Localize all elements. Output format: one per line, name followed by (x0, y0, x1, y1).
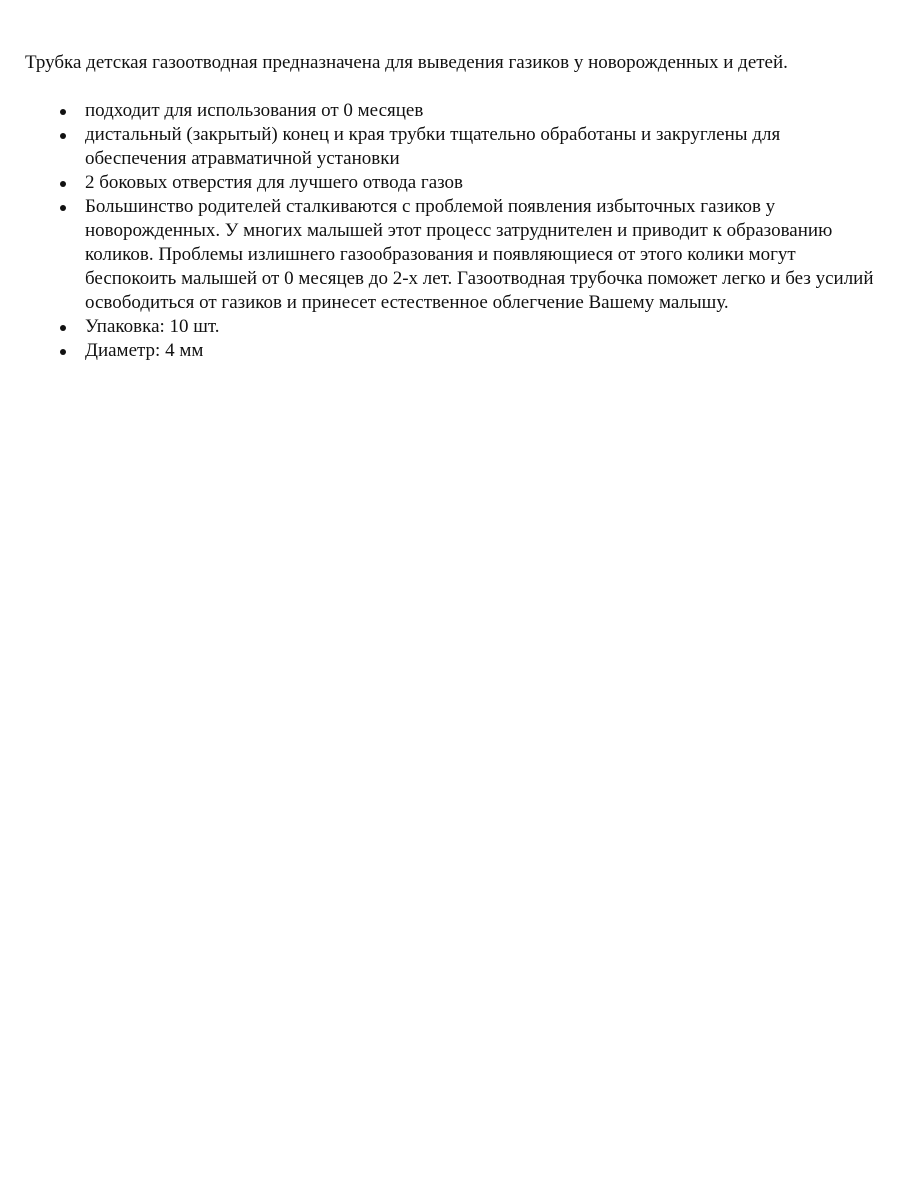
intro-paragraph: Трубка детская газоотводная предназначена для выведения газиков у новорожденных и детей. (25, 52, 788, 73)
feature-item-distal-end: дистальный (закрытый) конец и края трубки тщательно обработаны и закруглены для обеспечения атравматичной установки (85, 123, 885, 171)
feature-item-diameter: Диаметр: 4 мм (85, 339, 885, 363)
feature-item-package: Упаковка: 10 шт. (85, 315, 885, 339)
feature-list (85, 99, 885, 363)
feature-item-age: подходит для использования от 0 месяцев (85, 99, 885, 123)
feature-item-side-holes: 2 боковых отверстия для лучшего отвода газов (85, 171, 885, 195)
feature-item-description: Большинство родителей сталкиваются с проблемой появления избыточных газиков у новорожденных. У многих малышей этот процесс затруднителен и приводит к образованию коликов. Проблемы излишнего газообразования и появляющиеся от этого колики могут беспокоить малышей от 0 месяцев до 2-х лет. Газоотводная трубочка поможет легко и без усилий освободиться от газиков и принесет естественное облегчение Вашему малышу. (85, 195, 885, 315)
